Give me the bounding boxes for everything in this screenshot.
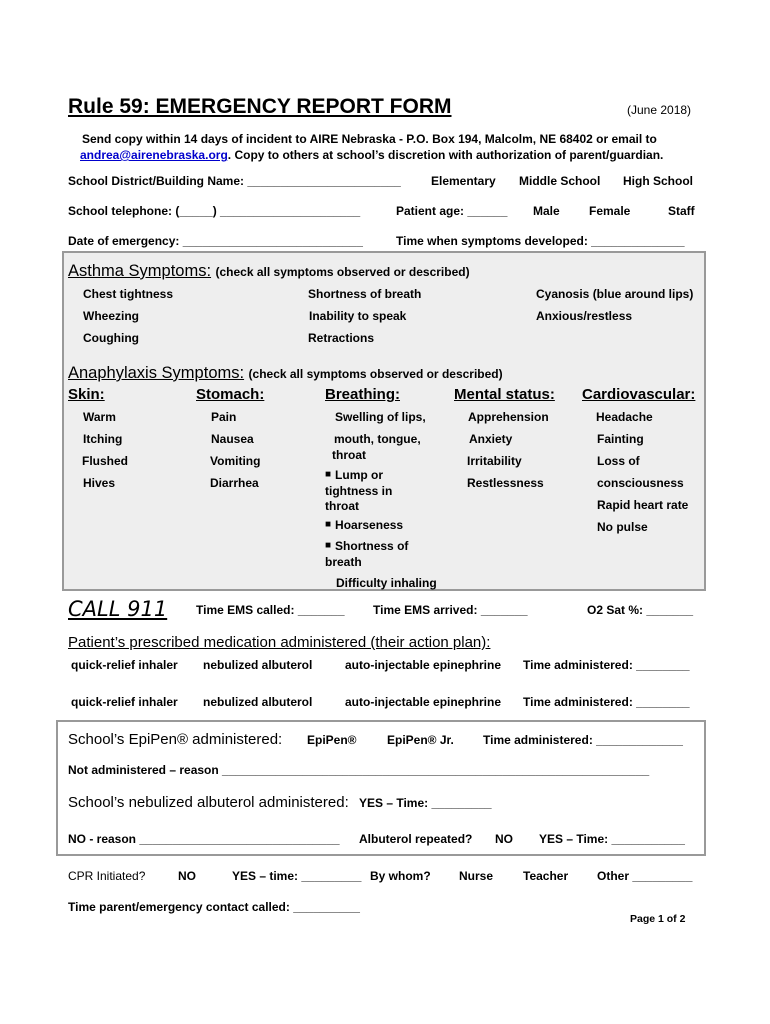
- o2-sat-field[interactable]: O2 Sat %: _______: [587, 603, 694, 617]
- epipen-time-field[interactable]: Time administered: _____________: [483, 733, 683, 747]
- breathing-difficulty[interactable]: Difficulty inhaling: [336, 576, 437, 590]
- asthma-heading-row: [68, 262, 470, 281]
- nebulized-no-reason-field[interactable]: NO - reason ______________________________: [68, 832, 340, 846]
- breathing-lump[interactable]: [325, 468, 383, 482]
- breathing-mouth: mouth, tongue,: [334, 432, 421, 446]
- email-link[interactable]: andrea@airenebraska.org: [80, 148, 228, 162]
- asthma-note: (check all symptoms observed or described): [215, 265, 470, 279]
- breathing-header: Breathing:: [325, 386, 400, 403]
- med-row1-time[interactable]: Time administered: ________: [523, 658, 690, 672]
- cardio-loss-of[interactable]: Loss of: [597, 454, 640, 468]
- mental-irritability[interactable]: Irritability: [467, 454, 522, 468]
- cpr-yes-time[interactable]: YES – time: _________: [232, 869, 362, 883]
- cardio-fainting[interactable]: Fainting: [597, 432, 644, 446]
- med-row2-time[interactable]: Time administered: ________: [523, 695, 690, 709]
- asthma-cyanosis[interactable]: Cyanosis (blue around lips): [536, 287, 694, 301]
- asthma-heading: Asthma Symptoms:: [68, 262, 212, 280]
- intro-line-2: [80, 148, 663, 162]
- option-epipen-jr[interactable]: EpiPen® Jr.: [387, 733, 454, 747]
- asthma-retractions[interactable]: Retractions: [308, 331, 375, 345]
- stomach-header: Stomach:: [196, 386, 265, 403]
- breathing-tightness: tightness in: [325, 484, 393, 498]
- breathing-breath: breath: [325, 555, 362, 569]
- breathing-shortness-label: Shortness of: [335, 539, 409, 553]
- breathing-shortness[interactable]: [325, 539, 408, 553]
- bullet-icon: ■: [325, 519, 332, 530]
- stomach-diarrhea[interactable]: Diarrhea: [210, 476, 259, 490]
- cardio-header: Cardiovascular:: [582, 386, 696, 403]
- date-emergency-field[interactable]: Date of emergency: ___________________________: [68, 234, 363, 248]
- medication-heading: Patient’s prescribed medication administered (their action plan):: [68, 634, 491, 651]
- cpr-label: CPR Initiated?: [68, 869, 146, 883]
- option-epipen[interactable]: EpiPen®: [307, 733, 357, 747]
- med-row1-epinephrine[interactable]: auto-injectable epinephrine: [345, 658, 502, 672]
- skin-header: Skin:: [68, 386, 105, 403]
- asthma-chest-tightness[interactable]: Chest tightness: [83, 287, 174, 301]
- intro-line-2-rest: . Copy to others at school’s discretion with authorization of parent/guardian.: [227, 148, 664, 162]
- med-row1-nebulized[interactable]: nebulized albuterol: [203, 658, 313, 672]
- mental-apprehension[interactable]: Apprehension: [468, 410, 549, 424]
- anaphylaxis-heading-row: [68, 364, 503, 383]
- cardio-headache[interactable]: Headache: [596, 410, 653, 424]
- ems-arrived-field[interactable]: Time EMS arrived: _______: [373, 603, 528, 617]
- cardio-rapid-heart-rate[interactable]: Rapid heart rate: [597, 498, 689, 512]
- stomach-nausea[interactable]: Nausea: [211, 432, 254, 446]
- epipen-heading: School’s EpiPen® administered:: [68, 731, 283, 748]
- asthma-wheezing[interactable]: Wheezing: [83, 309, 139, 323]
- skin-hives[interactable]: Hives: [83, 476, 116, 490]
- med-row1-inhaler[interactable]: quick-relief inhaler: [71, 658, 178, 672]
- stomach-pain[interactable]: Pain: [211, 410, 237, 424]
- district-field[interactable]: School District/Building Name: _______________________: [68, 174, 401, 188]
- breathing-throat-2: throat: [325, 499, 359, 513]
- option-female[interactable]: Female: [589, 204, 631, 218]
- asthma-shortness-breath[interactable]: Shortness of breath: [308, 287, 422, 301]
- skin-flushed[interactable]: Flushed: [82, 454, 129, 468]
- epipen-not-administered-field[interactable]: Not administered – reason ________________________________________________________________: [68, 763, 650, 777]
- form-title: Rule 59: EMERGENCY REPORT FORM: [68, 95, 452, 118]
- patient-age-field[interactable]: Patient age: ______: [396, 204, 508, 218]
- mental-anxiety[interactable]: Anxiety: [469, 432, 513, 446]
- cardio-consciousness: consciousness: [597, 476, 684, 490]
- nebulized-heading: School’s nebulized albuterol administered:: [68, 794, 349, 811]
- asthma-anxious[interactable]: Anxious/restless: [536, 309, 633, 323]
- anaphylaxis-heading: Anaphylaxis Symptoms:: [68, 364, 245, 382]
- mental-restlessness[interactable]: Restlessness: [467, 476, 544, 490]
- cpr-teacher[interactable]: Teacher: [523, 869, 569, 883]
- parent-called-field[interactable]: Time parent/emergency contact called: __________: [68, 900, 360, 914]
- skin-itching[interactable]: Itching: [83, 432, 123, 446]
- breathing-swelling[interactable]: Swelling of lips,: [335, 410, 426, 424]
- bullet-icon: ■: [325, 540, 332, 551]
- option-high-school[interactable]: High School: [623, 174, 693, 188]
- cpr-nurse[interactable]: Nurse: [459, 869, 494, 883]
- skin-warm[interactable]: Warm: [83, 410, 116, 424]
- breathing-throat: throat: [332, 448, 366, 462]
- cpr-by-whom-label: By whom?: [370, 869, 431, 883]
- bullet-icon: ■: [325, 469, 332, 480]
- cpr-no[interactable]: NO: [178, 869, 196, 883]
- albuterol-repeated-label: Albuterol repeated?: [359, 832, 473, 846]
- breathing-lump-label: Lump or: [335, 468, 384, 482]
- intro-line-1: Send copy within 14 days of incident to AIRE Nebraska - P.O. Box 194, Malcolm, NE 68402 or email to: [82, 132, 657, 146]
- breathing-hoarseness[interactable]: [325, 518, 403, 532]
- mental-header: Mental status:: [454, 386, 555, 403]
- telephone-field[interactable]: School telephone: (_____) _____________________: [68, 204, 361, 218]
- option-elementary[interactable]: Elementary: [431, 174, 496, 188]
- stomach-vomiting[interactable]: Vomiting: [210, 454, 261, 468]
- med-row2-epinephrine[interactable]: auto-injectable epinephrine: [345, 695, 502, 709]
- anaphylaxis-note: (check all symptoms observed or described): [248, 367, 503, 381]
- nebulized-yes-time-field[interactable]: YES – Time: _________: [359, 796, 492, 810]
- asthma-inability-speak[interactable]: Inability to speak: [309, 309, 407, 323]
- option-staff[interactable]: Staff: [668, 204, 695, 218]
- asthma-coughing[interactable]: Coughing: [83, 331, 139, 345]
- med-row2-inhaler[interactable]: quick-relief inhaler: [71, 695, 178, 709]
- ems-called-field[interactable]: Time EMS called: _______: [196, 603, 345, 617]
- cpr-other[interactable]: Other _________: [597, 869, 693, 883]
- cardio-no-pulse[interactable]: No pulse: [597, 520, 648, 534]
- med-row2-nebulized[interactable]: nebulized albuterol: [203, 695, 313, 709]
- call-911-label: CALL 911: [68, 597, 168, 621]
- albuterol-repeated-yes-time[interactable]: YES – Time: ___________: [539, 832, 685, 846]
- page-number: Page 1 of 2: [630, 913, 686, 925]
- albuterol-repeated-no[interactable]: NO: [495, 832, 513, 846]
- breathing-hoarseness-label: Hoarseness: [335, 518, 404, 532]
- time-symptoms-field[interactable]: Time when symptoms developed: ______________: [396, 234, 685, 248]
- form-date: (June 2018): [627, 103, 692, 117]
- option-male[interactable]: Male: [533, 204, 560, 218]
- option-middle-school[interactable]: Middle School: [519, 174, 601, 188]
